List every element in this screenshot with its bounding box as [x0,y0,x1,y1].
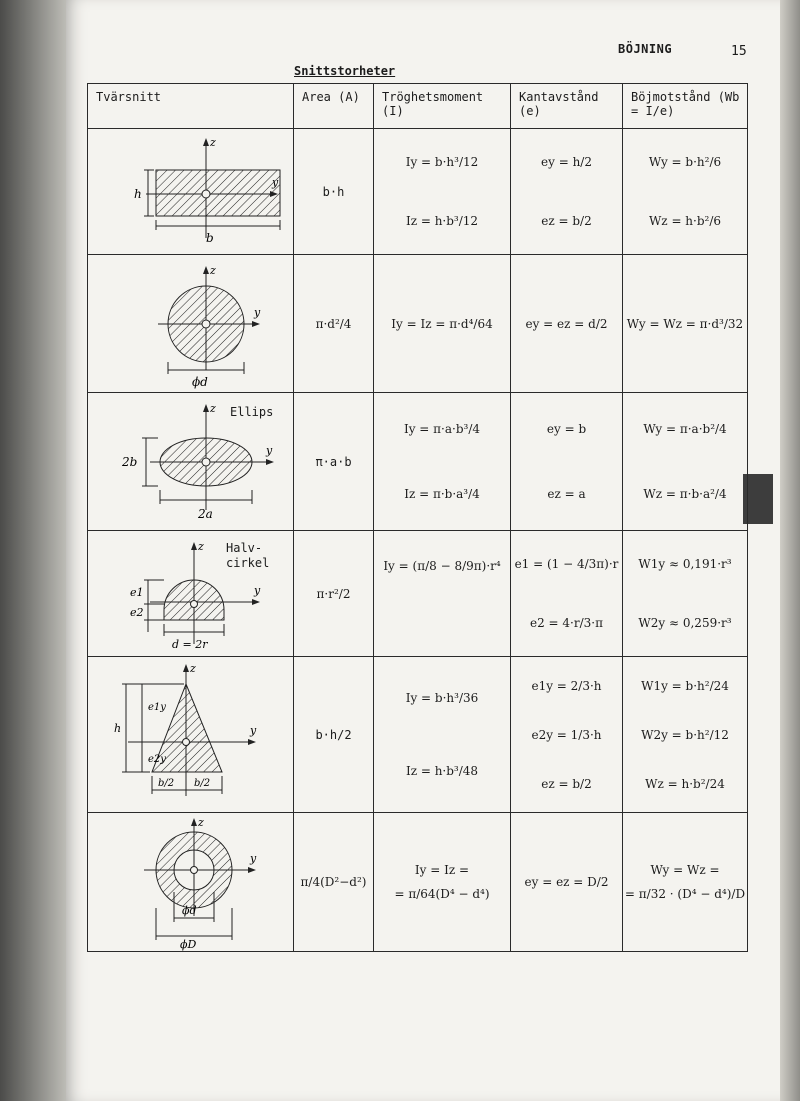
inertia-cell [374,657,511,813]
page-number: 15 [731,44,747,59]
chapter-title: BÖJNING [618,42,673,56]
z-axis-label: z [210,401,216,415]
edge-formula: e2y = 1/3·h [531,727,602,742]
area-cell [294,657,374,813]
modulus-cell [623,393,748,531]
inertia-formula: Iy = (π/8 − 8/9π)·r⁴ [383,559,501,573]
modulus-formula: Wy = b·h²/6 [648,155,722,170]
e1-label: e1 [130,585,144,599]
y-axis-label: y [250,851,257,865]
tube-section-icon [88,814,292,951]
modulus-formula: Wz = h·b²/6 [648,213,722,228]
y-axis-label: y [272,175,279,189]
table-row [88,813,748,952]
section-title: Snittstorheter [294,64,396,78]
edge-formula: e2 = 4·r/3·π [530,615,603,630]
area-formula: π/4(D²−d²) [300,875,367,889]
modulus-formula: = π/32 · (D⁴ − d⁴)/D [624,887,746,901]
area-cell [294,813,374,952]
inertia-formula: Iz = h·b³/12 [405,213,479,228]
modulus-formula: Wy = Wz = [650,863,720,877]
inertia-cell [374,531,511,657]
table-header-row [88,84,748,129]
edge-formula: ez = b/2 [541,776,592,791]
area-formula: b·h/2 [315,727,352,742]
inner-diameter-label: ϕd [182,903,197,917]
inertia-formula: Iy = b·h³/12 [405,155,479,170]
tube-figure [88,813,294,952]
edge-formula: e1 = (1 − 4/3π)·r [514,557,619,572]
edge-cell [511,813,623,952]
modulus-formula: Wz = π·b·a²/4 [643,486,727,501]
inertia-cell [374,129,511,255]
circle-figure [88,255,294,393]
col-header-modulus: Böjmotstånd (Wb = I/e) [623,84,748,129]
y-axis-label: y [254,583,261,597]
inertia-formula: Iy = b·h³/36 [405,690,479,705]
modulus-formula: W1y ≈ 0,191·r³ [638,557,732,572]
outer-diameter-label: ϕD [180,937,197,951]
modulus-formula: W2y = b·h²/12 [641,727,729,742]
inertia-cell [374,813,511,952]
z-axis-label: z [198,539,204,553]
col-header-shape: Tvärsnitt [88,84,294,129]
edge-formula: e1y = 2/3·h [531,678,602,693]
width-label: b [206,230,214,245]
table-row [88,129,748,255]
area-formula: π·r²/2 [316,586,351,601]
inertia-cell [374,393,511,531]
area-cell [294,393,374,531]
modulus-formula: W1y = b·h²/24 [641,678,729,693]
diameter-label: ϕd [192,374,208,389]
col-header-inertia: Tröghetsmoment (I) [374,84,511,129]
area-formula: b·h [322,184,345,199]
e2-label: e2 [130,605,144,619]
y-axis-label: y [250,723,257,737]
half-width-label: b/2 [158,777,175,789]
modulus-formula: W2y ≈ 0,259·r³ [638,615,732,630]
modulus-formula: Wz = h·b²/24 [645,776,725,791]
z-axis-label: z [190,661,196,675]
inertia-formula: Iy = Iz = [414,863,470,877]
half-width-label: b/2 [194,777,211,789]
area-formula: π·a·b [315,454,352,469]
area-cell [294,531,374,657]
area-formula: π·d²/4 [315,316,352,331]
edge-formula: ez = b/2 [541,213,592,228]
triangle-section-icon [88,658,292,812]
z-axis-label: z [210,263,216,277]
edge-cell [511,393,623,531]
modulus-cell [623,129,748,255]
page-edge [780,0,800,1101]
ellipse-label: Ellips [230,405,274,419]
table-row [88,531,748,657]
modulus-cell [623,813,748,952]
edge-formula: ey = ez = D/2 [524,875,609,889]
edge-formula: ez = a [547,486,586,501]
e1y-label: e1y [148,701,166,713]
modulus-formula: Wy = π·a·b²/4 [643,422,727,437]
diameter-label: d = 2r [172,637,208,651]
section-properties-table [87,83,748,952]
height-label: h [114,721,122,735]
inertia-formula: Iy = Iz = π·d⁴/64 [391,316,493,331]
rectangle-section-icon [88,130,292,254]
e2y-label: e2y [148,753,166,765]
width-2a-label: 2a [198,506,213,521]
inertia-formula: Iz = h·b³/48 [405,764,479,779]
modulus-cell [623,531,748,657]
modulus-formula: Wy = Wz = π·d³/32 [626,316,744,331]
table-row [88,657,748,813]
edge-formula: ey = h/2 [541,155,592,170]
triangle-figure [88,657,294,813]
table-row [88,255,748,393]
modulus-cell [623,255,748,393]
semicircle-label [226,541,269,571]
edge-cell [511,657,623,813]
book-spine-shadow [0,0,66,1101]
edge-formula: ey = b [546,422,587,437]
ellipse-figure [88,393,294,531]
inertia-formula: Iy = π·a·b³/4 [403,422,481,437]
edge-cell [511,531,623,657]
semicircle-label-line: cirkel [226,556,270,570]
area-cell [294,255,374,393]
edge-formula: ey = ez = d/2 [525,316,608,331]
semicircle-label-line: Halv- [226,541,263,555]
edge-cell [511,129,623,255]
modulus-cell [623,657,748,813]
z-axis-label: z [198,815,204,829]
inertia-cell [374,255,511,393]
height-label: h [134,186,142,201]
z-axis-label: z [210,135,216,149]
semicircle-figure [88,531,294,657]
rectangle-figure [88,129,294,255]
circle-section-icon [88,256,292,392]
col-header-area: Area (A) [294,84,374,129]
y-axis-label: y [266,443,273,457]
area-cell [294,129,374,255]
edge-cell [511,255,623,393]
y-axis-label: y [254,305,261,319]
height-2b-label: 2b [122,454,138,469]
table-row [88,393,748,531]
inertia-formula: Iz = π·b·a³/4 [404,486,480,501]
col-header-edge: Kantavstånd (e) [511,84,623,129]
inertia-formula: = π/64(D⁴ − d⁴) [394,887,490,901]
